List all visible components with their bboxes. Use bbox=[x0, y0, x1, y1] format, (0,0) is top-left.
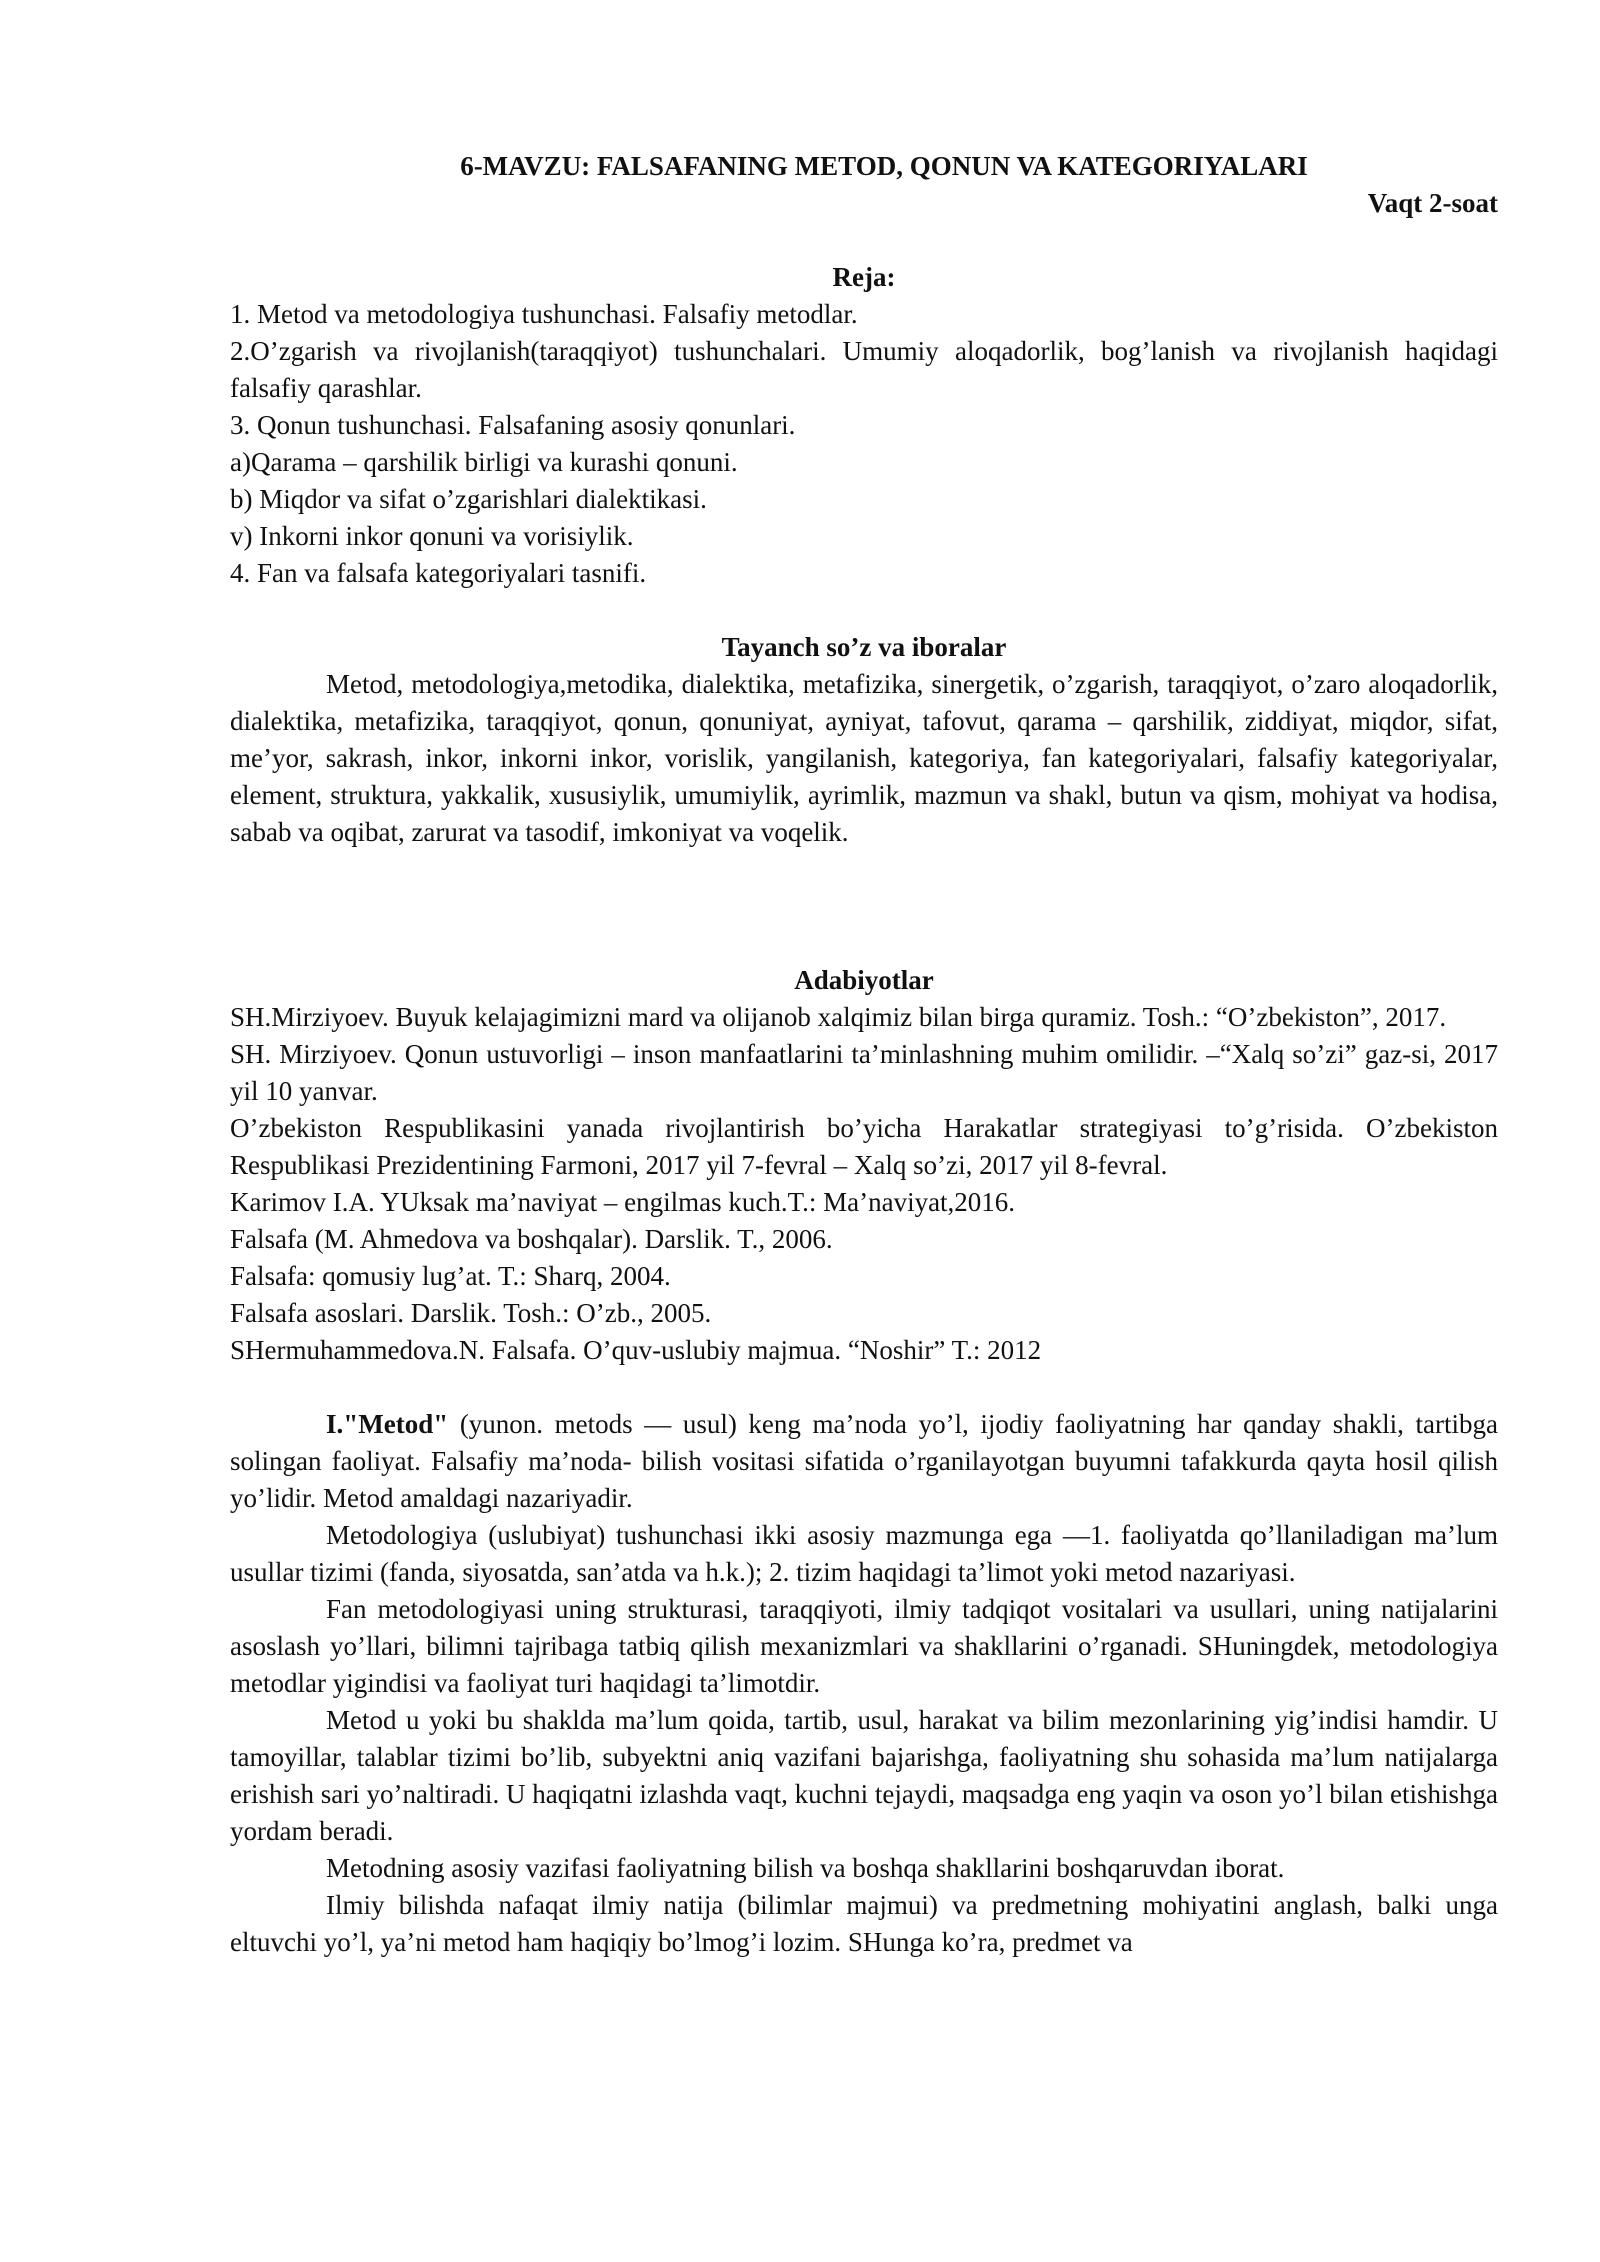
body-text bbox=[230, 1406, 1498, 1961]
literature-item: SHermuhammedova.N. Falsafa. O’quv-uslubiy majmua. “Noshir” T.: 2012 bbox=[230, 1335, 1042, 1365]
body-paragraph-text: (yunon. metods — usul) keng ma’noda yo’l, ijodiy faoliyatning har qanday shakli, tartibga solingan faoliyat. Falsafiy ma’noda- bilish vositasi sifatida o’rganilayotgan buyumni tafakkurda qayta hosil qilish yo’lidir. Metod amaldagi nazariyadir. bbox=[230, 1409, 1498, 1513]
document-title: 6-MAVZU: FALSAFANING METOD, QONUN VA KATEGORIYALARI bbox=[460, 151, 1308, 181]
plan-heading: Reja: bbox=[832, 262, 896, 292]
body-paragraph: Metodning asosiy vazifasi faoliyatning bilish va boshqa shakllarini boshqaruvdan iborat. bbox=[326, 1853, 1285, 1883]
body-paragraph: Ilmiy bilishda nafaqat ilmiy natija (bilimlar majmui) va predmetning mohiyatini anglash, balki unga eltuvchi yo’l, ya’ni metod ham haqiqiy bo’lmog’i lozim. SHunga ko’ra, predmet va bbox=[230, 1890, 1498, 1957]
literature-heading: Adabiyotlar bbox=[794, 965, 934, 995]
plan-item: v) Inkorni inkor qonuni va vorisiylik. bbox=[230, 521, 634, 551]
literature-item: O’zbekiston Respublikasini yanada rivojlantirish bo’yicha Harakatlar strategiyasi to’g’risida. O’zbekiston Respublikasi Prezidentining Farmoni, 2017 yil 7-fevral – Xalq so’zi, 2017 yil 8-fevral. bbox=[230, 1113, 1498, 1180]
plan-item: 1. Metod va metodologiya tushunchasi. Falsafiy metodlar. bbox=[230, 299, 858, 329]
plan-item: b) Miqdor va sifat o’zgarishlari dialektikasi. bbox=[230, 484, 707, 514]
literature-item: Falsafa (M. Ahmedova va boshqalar). Darslik. T., 2006. bbox=[230, 1224, 833, 1254]
keywords-paragraph: Metod, metodologiya,metodika, dialektika, metafizika, sinergetik, o’zgarish, taraqqiyot, o’zaro aloqadorlik, dialektika, metafizika, taraqqiyot, qonun, qonuniyat, ayniyat, tafovut, qarama – qarshilik, ziddiyat, miqdor, sifat, me’yor, sakrash, inkor, inkorni inkor, vorislik, yangilanish, kategoriya, fan kategoriyalari, falsafiy kategoriyalar, element, struktura, yakkalik, xususiylik, umumiylik, ayrimlik, mazmun va shakl, butun va qism, mohiyat va hodisa, sabab va oqibat, zarurat va tasodif, imkoniyat va voqelik. bbox=[230, 669, 1498, 847]
literature-list bbox=[230, 999, 1498, 1369]
term-metod: I."Metod" bbox=[326, 1409, 449, 1439]
plan-item: a)Qarama – qarshilik birligi va kurashi qonuni. bbox=[230, 447, 738, 477]
plan-item: 4. Fan va falsafa kategoriyalari tasnifi. bbox=[230, 558, 647, 588]
literature-item: Falsafa: qomusiy lug’at. T.: Sharq, 2004. bbox=[230, 1261, 671, 1291]
plan-item: 2.O’zgarish va rivojlanish(taraqqiyot) tushunchalari. Umumiy aloqadorlik, bog’lanish va rivojlanish haqidagi falsafiy qarashlar. bbox=[230, 336, 1498, 403]
body-paragraph: Metodologiya (uslubiyat) tushunchasi ikki asosiy mazmunga ega —1. faoliyatda qo’llaniladigan ma’lum usullar tizimi (fanda, siyosatda, san’atda va h.k.); 2. tizim haqidagi ta’limot yoki metod nazariyasi. bbox=[230, 1520, 1498, 1587]
time-allocation: Vaqt 2-soat bbox=[1367, 188, 1498, 218]
plan-item: 3. Qonun tushunchasi. Falsafaning asosiy qonunlari. bbox=[230, 410, 796, 440]
literature-item: SH.Mirziyoev. Buyuk kelajagimizni mard va olijanob xalqimiz bilan birga quramiz. Tosh.: “O’zbekiston”, 2017. bbox=[230, 1002, 1447, 1032]
literature-item: Karimov I.A. YUksak ma’naviyat – engilmas kuch.T.: Ma’naviyat,2016. bbox=[230, 1187, 1016, 1217]
plan-list bbox=[230, 296, 1498, 592]
body-paragraph: Fan metodologiyasi uning strukturasi, taraqqiyoti, ilmiy tadqiqot vositalari va usullari, uning natijalarini asoslash yo’llari, bilimni tajribaga tatbiq qilish mexanizmlari va shakllarini o’rganadi. SHuningdek, metodologiya metodlar yigindisi va faoliyat turi haqidagi ta’limotdir. bbox=[230, 1594, 1498, 1698]
literature-item: Falsafa asoslari. Darslik. Tosh.: O’zb., 2005. bbox=[230, 1298, 712, 1328]
keywords-heading: Tayanch so’z va iboralar bbox=[721, 632, 1007, 662]
body-paragraph bbox=[230, 1406, 1498, 1517]
literature-item: SH. Mirziyoev. Qonun ustuvorligi – inson manfaatlarini ta’minlashning muhim omilidir. –“Xalq so’zi” gaz-si, 2017 yil 10 yanvar. bbox=[230, 1039, 1498, 1106]
body-paragraph: Metod u yoki bu shaklda ma’lum qoida, tartib, usul, harakat va bilim mezonlarining yig’indisi hamdir. U tamoyillar, talablar tizimi bo’lib, subyektni aniq vazifani bajarishga, faoliyatning shu sohasida ma’lum natijalarga erishish sari yo’naltiradi. U haqiqatni izlashda vaqt, kuchni tejaydi, maqsadga eng yaqin va oson yo’l bilan etishishga yordam beradi. bbox=[230, 1705, 1498, 1846]
document-page bbox=[230, 148, 1498, 1961]
